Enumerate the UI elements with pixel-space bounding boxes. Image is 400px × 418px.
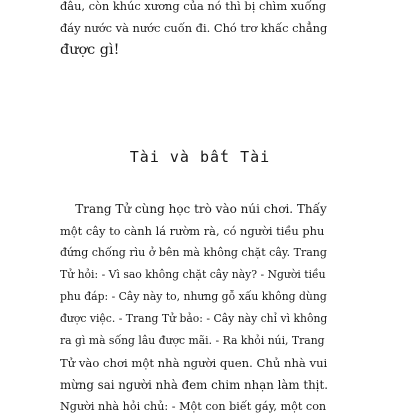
text-line: ra gì mà sống lâu được mãi. - Ra khỏi núi, Trang	[60, 334, 325, 347]
story-title: Tài và bất Tài	[129, 148, 271, 166]
text-line: được việc. - Trang Tử bảo: - Cây này chỉ vì không	[60, 312, 328, 325]
text-line: Tử vào chơi một nhà người quen. Chủ nhà vui	[60, 356, 328, 370]
text-line: mừng sai người nhà đem chim nhạn làm thịt.	[60, 378, 328, 392]
text-line: Trang Tử cùng học trò vào núi chơi. Thấy	[60, 202, 327, 216]
text-line: được gì!	[60, 42, 120, 58]
text-line: đáy nước và nước cuốn đi. Chó trơ khấc chẳng	[60, 21, 328, 35]
text-line: phu đáp: - Cây này to, nhưng gỗ xấu không dùng	[60, 290, 327, 303]
text-line: đứng chống rìu ở bên mà không chặt cây. Trang	[60, 246, 327, 259]
text-line: đâu, còn khúc xương của nó thì bị chìm xuống	[60, 0, 327, 13]
story-body	[60, 198, 328, 418]
text-line: Người nhà hỏi chủ: - Một con biết gáy, một con	[60, 400, 327, 413]
text-line: Tử hỏi: - Vì sao không chặt cây này? - Người tiều	[60, 268, 326, 281]
previous-story-ending	[60, 0, 328, 61]
text-line: một cây to cành lá rườm rà, có người tiều phu	[60, 224, 325, 238]
